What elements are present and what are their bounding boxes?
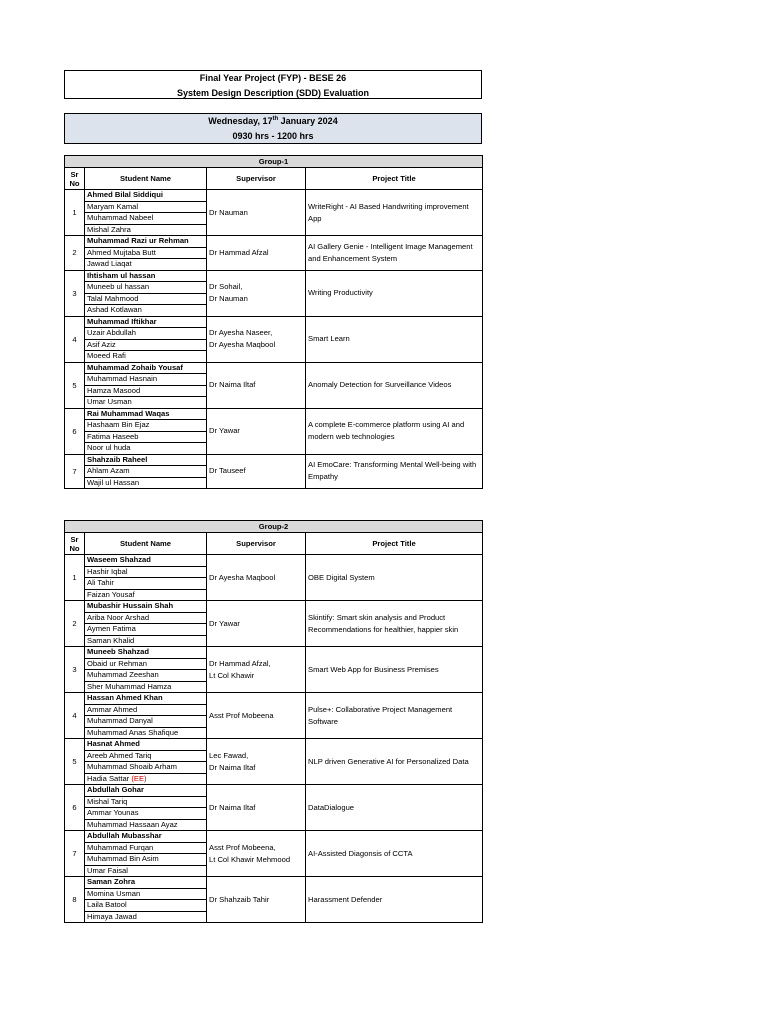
column-header-supervisor: Supervisor (207, 533, 306, 555)
student-name-text: Ariba Noor Arshad (87, 612, 150, 622)
supervisor-cell: Dr Hammad Afzal (207, 236, 306, 271)
table-row (65, 877, 483, 889)
project-title-cell: AI-Assisted Diagonsis of CCTA (306, 831, 483, 877)
student-name-text: Muneeb Shahzad (87, 647, 150, 657)
student-name (85, 762, 207, 774)
student-name-text: Abdullah Gohar (87, 785, 144, 795)
student-name-text: Waseem Shahzad (87, 555, 151, 565)
student-name-text: Muhammad Nabeel (87, 213, 154, 223)
sr-no-cell: 1 (65, 555, 85, 601)
student-name (85, 658, 207, 670)
supervisor-cell: Asst Prof Mobeena, Lt Col Khawir Mehmood (207, 831, 306, 877)
student-name-text: Faizan Yousaf (87, 589, 135, 599)
supervisor-cell: Dr Yawar (207, 408, 306, 454)
student-name-text: Ihtisham ul hassan (87, 270, 156, 280)
student-name (85, 624, 207, 636)
student-name-text: Sher Muhammad Hamza (87, 681, 172, 691)
student-name (85, 201, 207, 213)
student-name (85, 259, 207, 271)
student-name-text: Asif Aziz (87, 339, 116, 349)
student-name (85, 247, 207, 259)
table-row (65, 785, 483, 797)
document-title-line2: System Design Description (SDD) Evaluation (176, 88, 370, 98)
student-name (85, 477, 207, 489)
student-name-lead (85, 601, 207, 613)
student-name-lead (85, 555, 207, 567)
column-header-sr-no: Sr No (65, 533, 85, 555)
student-name (85, 670, 207, 682)
student-name-text: Ahmed Bilal Siddiqui (87, 190, 163, 200)
session-date: Wednesday, 17th January 2024 (208, 116, 338, 126)
student-name-text: Shahzaib Raheel (87, 454, 148, 464)
student-name-text: Moeed Rafi (87, 351, 126, 361)
project-title-cell: Harassment Defender (306, 877, 483, 923)
supervisor-cell: Dr Tauseef (207, 454, 306, 489)
student-name-text: Hasnat Ahmed (87, 739, 140, 749)
sr-no-cell: 3 (65, 647, 85, 693)
student-name-text: Muhammad Hassaan Ayaz (87, 819, 178, 829)
sr-no-cell: 3 (65, 270, 85, 316)
student-name-text: Muhammad Bin Asim (87, 854, 159, 864)
session-time: 0930 hrs - 1200 hrs (232, 131, 314, 141)
student-name-text: Muneeb ul hassan (87, 282, 150, 292)
group-heading: Group-1 (65, 156, 483, 168)
table-row (65, 831, 483, 843)
student-name-text: Mishal Zahra (87, 224, 131, 234)
student-name-text: Laila Batool (87, 900, 127, 910)
student-name (85, 911, 207, 923)
project-title-cell: A complete E-commerce platform using AI and modern web technologies (306, 408, 483, 454)
student-name-text: Fatima Haseeb (87, 431, 139, 441)
project-title-cell: WriteRight - AI Based Handwriting improvement App (306, 190, 483, 236)
sr-no-cell: 8 (65, 877, 85, 923)
student-name (85, 900, 207, 912)
supervisor-cell: Dr Ayesha Maqbool (207, 555, 306, 601)
sr-no-cell: 4 (65, 693, 85, 739)
sr-no-cell: 1 (65, 190, 85, 236)
group-heading: Group-2 (65, 521, 483, 533)
student-name-text: Mubashir Hussain Shah (87, 601, 174, 611)
student-name-text: Obaid ur Rehman (87, 658, 147, 668)
student-name (85, 704, 207, 716)
student-name (85, 750, 207, 762)
supervisor-cell: Dr Yawar (207, 601, 306, 647)
table-row (65, 739, 483, 751)
document-title-box (64, 70, 482, 99)
student-name (85, 819, 207, 831)
student-name (85, 589, 207, 601)
project-title-cell: Skintify: Smart skin analysis and Product Recommendations for healthier, happier skin (306, 601, 483, 647)
table-row (65, 270, 483, 282)
table-row (65, 601, 483, 613)
student-name-text: Hassan Ahmed Khan (87, 693, 163, 703)
project-title-cell: DataDialogue (306, 785, 483, 831)
table-row (65, 236, 483, 248)
supervisor-cell: Dr Nauman (207, 190, 306, 236)
supervisor-cell: Dr Ayesha Naseer, Dr Ayesha Maqbool (207, 316, 306, 362)
supervisor-cell: Dr Naima Iltaf (207, 785, 306, 831)
student-name-lead (85, 693, 207, 705)
student-name (85, 293, 207, 305)
student-name (85, 443, 207, 455)
student-name (85, 773, 207, 785)
sr-no-cell: 4 (65, 316, 85, 362)
student-name-text: Muhammad Iftikhar (87, 316, 157, 326)
student-name-text: Wajil ul Hassan (87, 477, 140, 487)
student-name (85, 865, 207, 877)
student-name-text: Areeb Ahmed Tariq (87, 750, 152, 760)
student-name (85, 213, 207, 225)
project-title-cell: Anomaly Detection for Surveillance Videos (306, 362, 483, 408)
student-name-text: Hashir Iqbal (87, 566, 128, 576)
sr-no-cell: 5 (65, 739, 85, 785)
department-tag: (EE) (131, 773, 147, 783)
student-name-text: Ammar Ahmed (87, 704, 138, 714)
column-header-project-title: Project Title (306, 168, 483, 190)
supervisor-cell: Dr Hammad Afzal, Lt Col Khawir (207, 647, 306, 693)
student-name-text: Uzair Abdullah (87, 328, 136, 338)
student-name-text: Muhammad Furqan (87, 842, 154, 852)
group-1-table (64, 155, 483, 489)
student-name (85, 854, 207, 866)
student-name (85, 716, 207, 728)
supervisor-cell: Lec Fawad, Dr Naima Iltaf (207, 739, 306, 785)
student-name-text: Hadia Sattar (87, 773, 130, 783)
project-title-cell: Writing Productivity (306, 270, 483, 316)
student-name-text: Ahlam Azam (87, 466, 130, 476)
student-name-lead (85, 316, 207, 328)
student-name-text: Saman Khalid (87, 635, 135, 645)
student-name-text: Mishal Tariq (87, 796, 128, 806)
supervisor-cell: Dr Shahzaib Tahir (207, 877, 306, 923)
document-title-line1: Final Year Project (FYP) - BESE 26 (199, 73, 347, 83)
sr-no-cell: 2 (65, 601, 85, 647)
student-name (85, 385, 207, 397)
student-name (85, 351, 207, 363)
sr-no-cell: 7 (65, 454, 85, 489)
student-name-lead (85, 408, 207, 420)
student-name-text: Muhammad Shoaib Arham (87, 762, 177, 772)
student-name (85, 566, 207, 578)
student-name-text: Talal Mahmood (87, 293, 139, 303)
student-name (85, 282, 207, 294)
table-row (65, 408, 483, 420)
column-header-supervisor: Supervisor (207, 168, 306, 190)
student-name (85, 397, 207, 409)
table-row (65, 693, 483, 705)
table-row (65, 316, 483, 328)
student-name (85, 224, 207, 236)
student-name (85, 578, 207, 590)
student-name-text: Muhammad Anas Shafique (87, 727, 179, 737)
student-name-text: Muhammad Hasnain (87, 374, 158, 384)
student-name-text: Hashaam Bin Ejaz (87, 420, 150, 430)
student-name (85, 339, 207, 351)
student-name-text: Ammar Younas (87, 808, 139, 818)
student-name-text: Muhammad Danyal (87, 716, 153, 726)
project-title-cell: NLP driven Generative AI for Personalized Data (306, 739, 483, 785)
column-header-project-title: Project Title (306, 533, 483, 555)
student-name-lead (85, 454, 207, 466)
student-name (85, 420, 207, 432)
student-name (85, 727, 207, 739)
student-name-lead (85, 739, 207, 751)
sr-no-cell: 2 (65, 236, 85, 271)
table-row (65, 555, 483, 567)
student-name (85, 681, 207, 693)
student-name (85, 374, 207, 386)
sr-no-cell: 6 (65, 408, 85, 454)
student-name-text: Umar Usman (87, 397, 132, 407)
sr-no-cell: 5 (65, 362, 85, 408)
student-name-text: Noor ul huda (87, 443, 131, 453)
supervisor-cell: Dr Naima Iltaf (207, 362, 306, 408)
student-name (85, 612, 207, 624)
student-name-lead (85, 647, 207, 659)
student-name (85, 431, 207, 443)
student-name-text: Abdullah Mubasshar (87, 831, 162, 841)
student-name (85, 305, 207, 317)
student-name-lead (85, 236, 207, 248)
student-name (85, 888, 207, 900)
column-header-student-name: Student Name (85, 533, 207, 555)
table-row (65, 454, 483, 466)
column-header-student-name: Student Name (85, 168, 207, 190)
project-title-cell: Smart Learn (306, 316, 483, 362)
student-name-text: Muhammad Zohaib Yousaf (87, 362, 183, 372)
student-name-lead (85, 877, 207, 889)
student-name-text: Umar Faisal (87, 865, 128, 875)
student-name (85, 635, 207, 647)
student-name-text: Rai Muhammad Waqas (87, 408, 170, 418)
project-title-cell: AI Gallery Genie - Intelligent Image Management and Enhancement System (306, 236, 483, 271)
student-name-text: Muhammad Razi ur Rehman (87, 236, 189, 246)
student-name-text: Ahmed Mujtaba Butt (87, 247, 156, 257)
student-name-text: Momina Usman (87, 888, 141, 898)
supervisor-cell: Dr Sohail, Dr Nauman (207, 270, 306, 316)
group-2-table (64, 520, 483, 923)
supervisor-cell: Asst Prof Mobeena (207, 693, 306, 739)
student-name-text: Himaya Jawad (87, 911, 137, 921)
student-name (85, 842, 207, 854)
project-title-cell: AI EmoCare: Transforming Mental Well-being with Empathy (306, 454, 483, 489)
student-name-text: Muhammad Zeeshan (87, 670, 159, 680)
project-title-cell: OBE Digital System (306, 555, 483, 601)
column-header-sr-no: Sr No (65, 168, 85, 190)
student-name-text: Hamza Masood (87, 385, 141, 395)
table-row (65, 190, 483, 202)
student-name-lead (85, 785, 207, 797)
student-name-lead (85, 190, 207, 202)
student-name-text: Saman Zohra (87, 877, 136, 887)
project-title-cell: Pulse+: Collaborative Project Management Software (306, 693, 483, 739)
student-name-text: Ali Tahir (87, 578, 114, 588)
student-name-text: Aymen Fatima (87, 624, 136, 634)
student-name-lead (85, 362, 207, 374)
sr-no-cell: 7 (65, 831, 85, 877)
student-name (85, 466, 207, 478)
student-name (85, 328, 207, 340)
student-name-text: Jawad Liaqat (87, 259, 132, 269)
student-name-text: Maryam Kamal (87, 201, 139, 211)
project-title-cell: Smart Web App for Business Premises (306, 647, 483, 693)
session-date-box (64, 113, 482, 144)
student-name-text: Ashad Kotlawan (87, 305, 142, 315)
table-row (65, 647, 483, 659)
student-name-lead (85, 270, 207, 282)
student-name-lead (85, 831, 207, 843)
student-name (85, 796, 207, 808)
table-row (65, 362, 483, 374)
sr-no-cell: 6 (65, 785, 85, 831)
student-name (85, 808, 207, 820)
